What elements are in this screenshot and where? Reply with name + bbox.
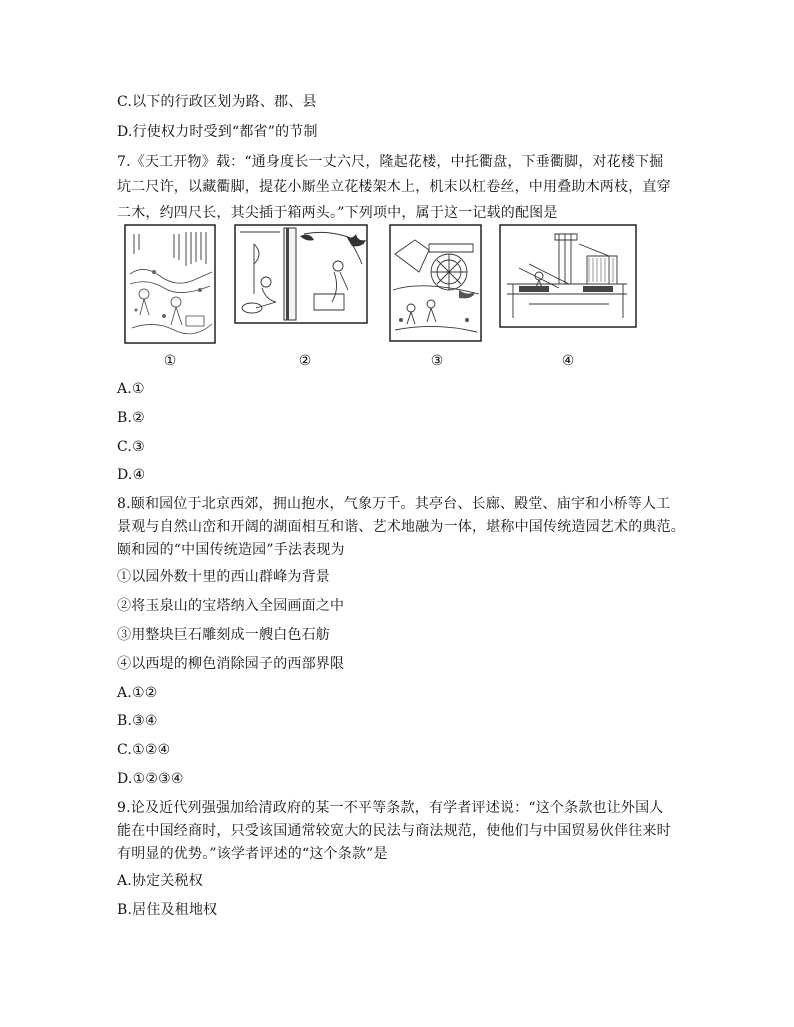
figure-2-image bbox=[234, 224, 368, 346]
question-9-stem-line-3: 有明显的优势。”该学者评述的“这个条款”是 bbox=[117, 846, 388, 862]
question-8-item-1: ①以园外数十里的西山群峰为背景 bbox=[117, 569, 330, 585]
question-8-item-3: ③用整块巨石雕刻成一艘白色石舫 bbox=[117, 627, 330, 643]
option-7-prev-d: D.行使权力时受到“都省”的节制 bbox=[117, 124, 318, 140]
figure-2-label: ② bbox=[298, 353, 312, 369]
question-7-option-c: C.③ bbox=[117, 439, 145, 455]
question-7-option-d: D.④ bbox=[117, 467, 146, 483]
figure-1-label: ① bbox=[163, 353, 177, 369]
figure-4-label: ④ bbox=[561, 353, 575, 369]
question-9-stem-line-2: 能在中国经商时，只受该国通常较宽大的民法与商法规范，使他们与中国贸易伙伴往来时 bbox=[117, 823, 671, 839]
question-9-stem-line-1: 9.论及近代列强强加给清政府的某一不平等条款，有学者评述说：“这个条款也让外国人 bbox=[117, 800, 664, 816]
question-9-option-b: B.居住及租地权 bbox=[117, 902, 218, 918]
question-8-option-c: C.①②④ bbox=[117, 742, 171, 758]
question-7-option-a: A.① bbox=[117, 381, 145, 397]
question-8-option-a: A.①② bbox=[117, 685, 158, 701]
question-7-option-b: B.② bbox=[117, 410, 145, 426]
question-8-stem-line-3: 颐和园的“中国传统造园”手法表现为 bbox=[117, 542, 345, 558]
question-7-figures bbox=[117, 224, 647, 374]
figure-3-label: ③ bbox=[430, 353, 444, 369]
figure-1-image bbox=[124, 224, 216, 346]
question-9-option-a: A.协定关税权 bbox=[117, 873, 203, 889]
question-8-option-b: B.③④ bbox=[117, 713, 158, 729]
figure-4-image bbox=[499, 224, 637, 346]
question-8-stem-line-2: 景观与自然山峦和开阔的湖面相互和谐、艺术地融为一体，堪称中国传统造园艺术的典范。 bbox=[117, 519, 685, 535]
question-8-option-d: D.①②③④ bbox=[117, 771, 184, 787]
question-8-stem-line-1: 8.颐和园位于北京西郊，拥山抱水，气象万千。其亭台、长廊、殿堂、庙宇和小桥等人工 bbox=[117, 496, 671, 512]
option-7-prev-c: C.以下的行政区划为路、郡、县 bbox=[117, 94, 317, 110]
question-8-item-2: ②将玉泉山的宝塔纳入全园画面之中 bbox=[117, 598, 345, 614]
figure-3-image bbox=[389, 224, 482, 346]
question-7-stem-line-1: 7.《天工开物》载：“通身度长一丈六尺，隆起花楼，中托衢盘，下垂衢脚，对花楼下掘 bbox=[117, 154, 664, 170]
question-7-stem-line-3: 二木，约四尺长，其尖插于箱两头。”下列项中，属于这一记载的配图是 bbox=[117, 205, 558, 221]
question-7-stem-line-2: 坑二尺许，以藏衢脚，提花小厮坐立花楼架木上，机末以杠卷丝，中用叠助木两枝，直穿 bbox=[117, 179, 671, 195]
question-8-item-4: ④以西堤的柳色消除园子的西部界限 bbox=[117, 656, 345, 672]
